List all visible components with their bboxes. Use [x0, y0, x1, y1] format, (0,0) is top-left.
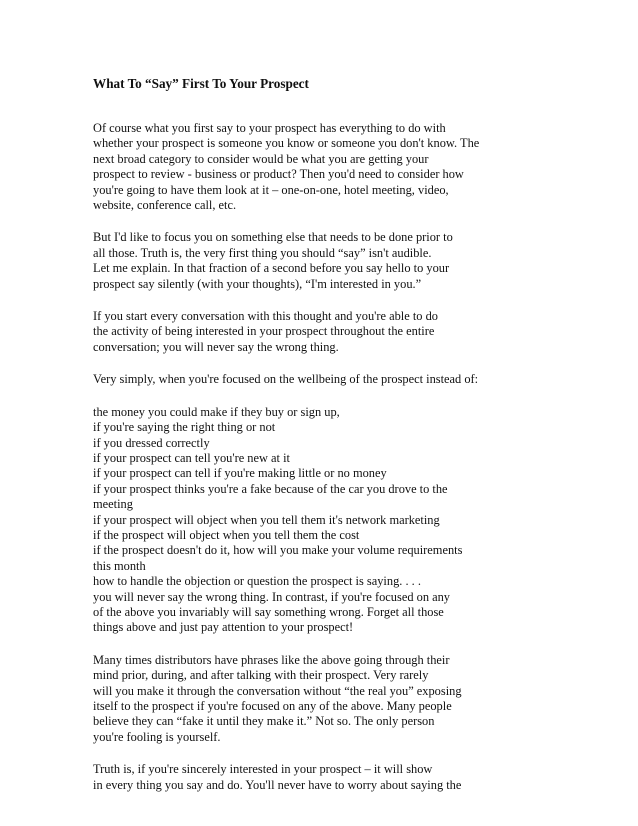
text-line: of the above you invariably will say something wrong. Forget all those: [93, 604, 444, 619]
text-line: itself to the prospect if you're focused on any of the above. Many people: [93, 699, 452, 713]
text-line: whether your prospect is someone you know or someone you don't know. The: [93, 136, 480, 151]
text-line: if your prospect thinks you're a fake because of the car you drove to the: [93, 481, 448, 496]
text-line: if the prospect will object when you tell them the cost: [93, 527, 360, 542]
text-line: the activity of being interested in your prospect throughout the entire: [93, 324, 435, 339]
text-line: you're fooling is yourself.: [93, 729, 221, 744]
text-line: if the prospect doesn't do it, how will you make your volume requirements: [93, 543, 463, 558]
paragraph: [93, 372, 613, 387]
text-line: prospect to review - business or product? Then you'd need to consider how: [93, 167, 464, 182]
text-line: Truth is, if you're sincerely interested in your prospect – it will show: [93, 762, 433, 777]
document-body: [93, 76, 613, 810]
text-line: if your prospect will object when you tell them it's network marketing: [93, 512, 440, 527]
text-line: the money you could make if they buy or sign up,: [93, 404, 340, 419]
text-line: Let me explain. In that fraction of a second before you say hello to your: [93, 261, 450, 276]
text-line: conversation; you will never say the wrong thing.: [93, 339, 339, 354]
text-line: if you dressed correctly: [93, 435, 210, 450]
text-line: meeting: [93, 497, 133, 512]
text-line: things above and just pay attention to your prospect!: [93, 620, 354, 635]
paragraph-container: [93, 121, 613, 793]
text-line: you're going to have them look at it – one-on-one, hotel meeting, video,: [93, 182, 449, 197]
paragraph: [93, 762, 613, 793]
text-line: you will never say the wrong thing. In contrast, if you're focused on any: [93, 589, 450, 604]
text-line: But I'd like to focus you on something else that needs to be done prior to: [93, 230, 453, 245]
text-line: will you make it through the conversation without “the real you” exposing: [93, 683, 462, 698]
paragraph: [93, 121, 613, 213]
text-line: prospect say silently (with your thoughts), “I'm interested in you.”: [93, 276, 422, 291]
paragraph: [93, 230, 613, 292]
text-line: Of course what you first say to your prospect has everything to do with: [93, 121, 446, 135]
text-line: website, conference call, etc.: [93, 198, 237, 213]
paragraph: [93, 309, 613, 355]
text-line: If you start every conversation with this thought and you're able to do: [93, 309, 438, 324]
text-line: in every thing you say and do. You'll never have to worry about saying the: [93, 777, 462, 792]
text-line: if your prospect can tell if you're making little or no money: [93, 466, 387, 481]
text-line: believe they can “fake it until they make it.” Not so. The only person: [93, 714, 435, 729]
text-line: if your prospect can tell you're new at it: [93, 450, 290, 465]
paragraph: [93, 405, 613, 636]
text-line: Very simply, when you're focused on the wellbeing of the prospect instead of:: [93, 372, 479, 387]
text-line: all those. Truth is, the very first thing you should “say” isn't audible.: [93, 245, 432, 260]
text-line: Many times distributors have phrases like the above going through their: [93, 652, 450, 667]
text-line: how to handle the objection or question the prospect is saying. . . .: [93, 574, 421, 589]
paragraph: [93, 653, 613, 745]
text-line: next broad category to consider would be what you are getting your: [93, 151, 429, 166]
text-line: if you're saying the right thing or not: [93, 420, 276, 435]
text-line: mind prior, during, and after talking with their prospect. Very rarely: [93, 668, 429, 683]
text-line: this month: [93, 558, 146, 573]
document-title: What To “Say” First To Your Prospect: [93, 76, 309, 91]
